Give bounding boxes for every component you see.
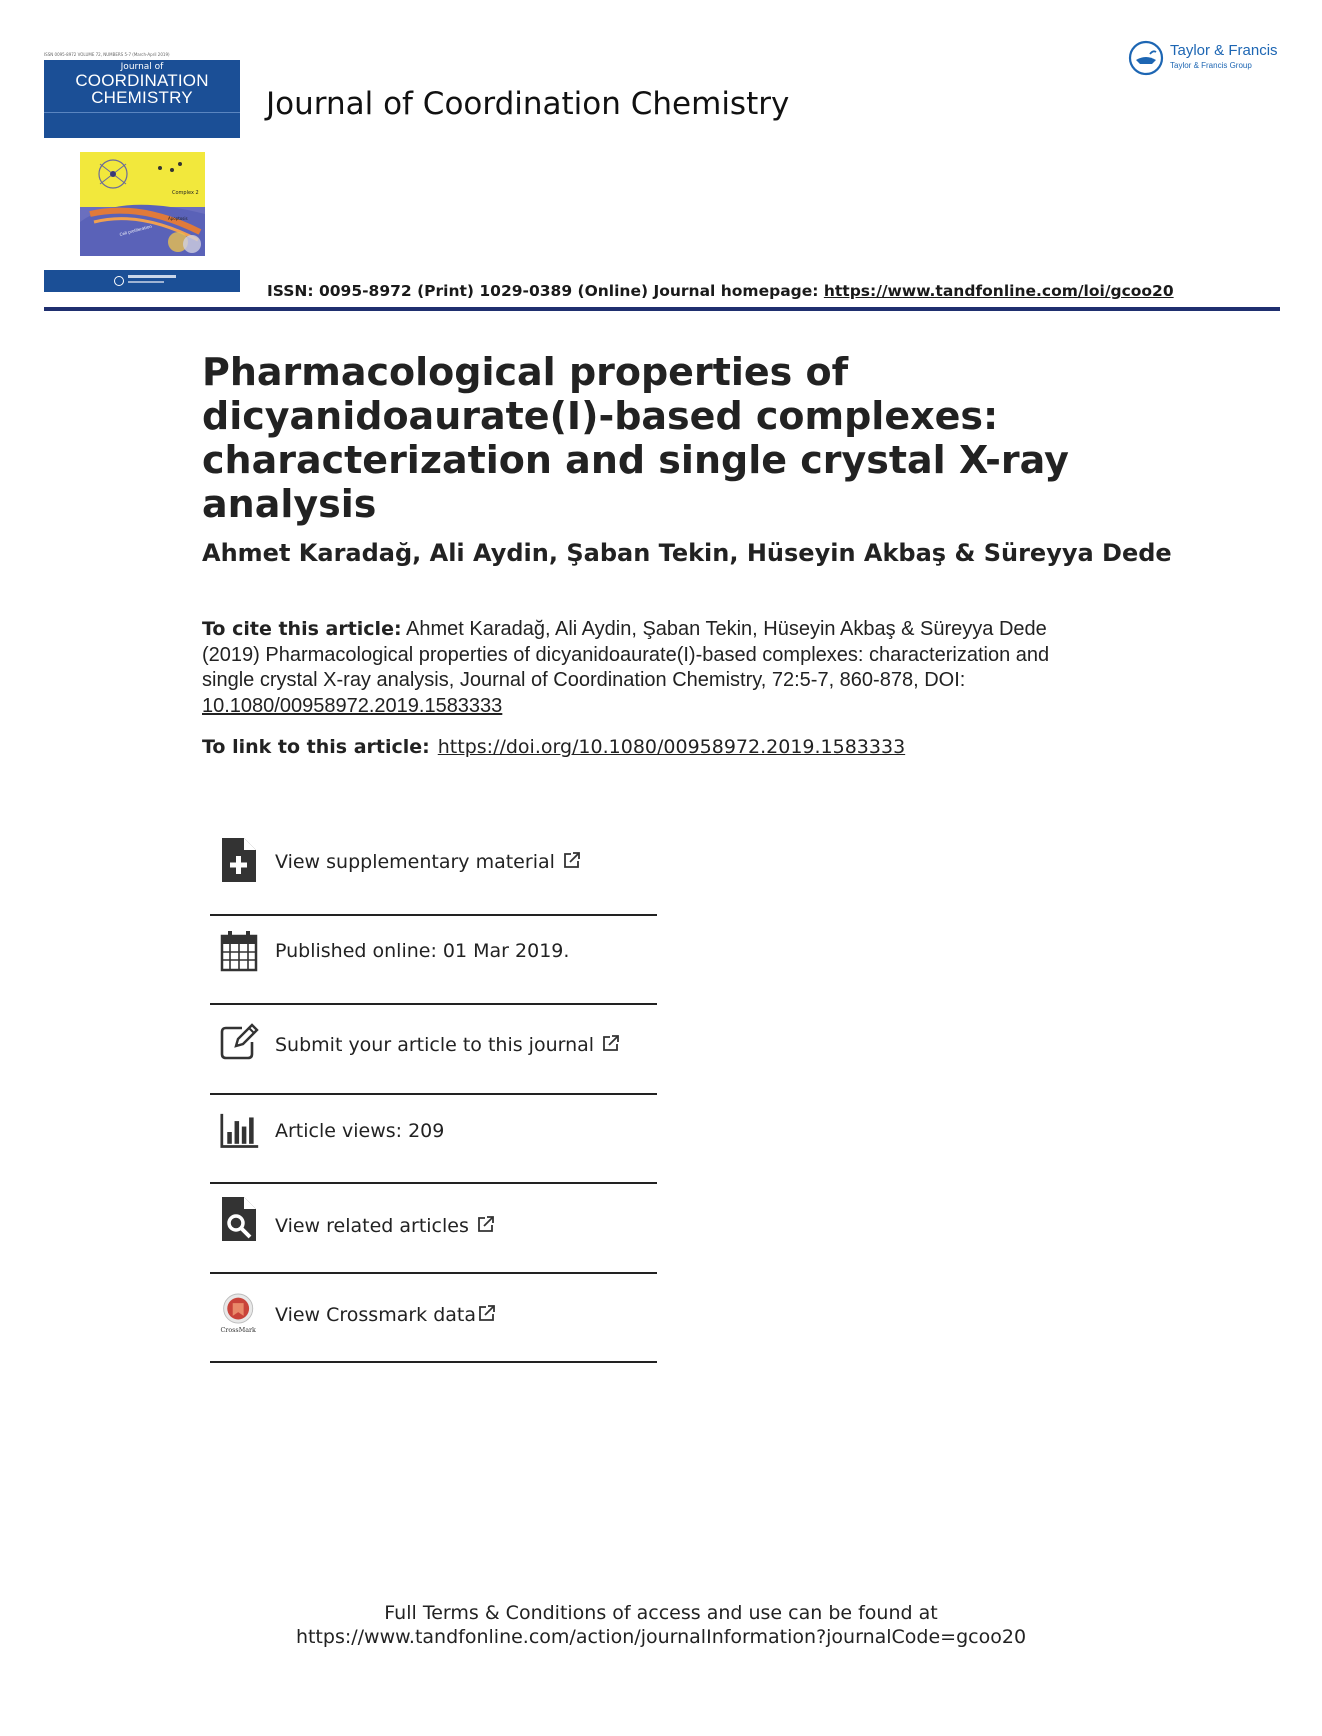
item-divider <box>210 1272 657 1274</box>
related-articles-label: View related articles <box>275 1215 469 1237</box>
external-link-icon <box>477 1215 495 1233</box>
published-online-label: Published online: 01 Mar 2019. <box>275 940 570 962</box>
link-label: To link to this article: <box>202 736 430 758</box>
crossmark-caption: CrossMark <box>220 1327 256 1335</box>
external-link-icon <box>602 1034 620 1052</box>
publisher-group: Taylor & Francis Group <box>1170 61 1252 70</box>
related-articles-link[interactable] <box>210 1197 657 1247</box>
cite-label: To cite this article: <box>202 618 402 640</box>
journal-title: Journal of Coordination Chemistry <box>266 86 790 122</box>
crossmark-link[interactable] <box>210 1292 657 1342</box>
cover-editor-band <box>44 112 240 138</box>
bar-chart-icon <box>220 1110 260 1154</box>
cover-art-label-cell: Cell proliferation <box>118 223 153 237</box>
header-divider <box>44 307 1280 311</box>
crossmark-icon <box>220 1292 260 1336</box>
crossmark-label: View Crossmark data <box>275 1304 477 1326</box>
published-online <box>210 930 657 980</box>
article-doi-link[interactable]: https://doi.org/10.1080/00958972.2019.1583333 <box>437 736 906 758</box>
article-views <box>210 1110 657 1160</box>
edit-icon <box>220 1020 260 1064</box>
cite-doi-link[interactable]: 10.1080/00958972.2019.1583333 <box>202 694 503 717</box>
issn-line <box>267 282 1174 300</box>
footer <box>0 1601 1322 1649</box>
cover-title-band <box>44 60 240 112</box>
calendar-icon <box>220 930 260 974</box>
article-title: Pharmacological properties of dicyanidoaurate(I)-based complexes: characterization and single crystal X-ray analysis <box>202 350 1069 526</box>
item-divider <box>210 1361 657 1363</box>
cover-art-label-complex: Complex 2 <box>172 190 199 196</box>
cover-art-label-apoptosis: Apoptosis <box>168 216 188 221</box>
cover-journal-of: Journal of <box>120 62 164 72</box>
submit-article-link[interactable] <box>210 1020 657 1070</box>
article-views-label: Article views: 209 <box>275 1120 445 1142</box>
cover-top-text: ISSN 0095-8972 VOLUME 72, NUMBERS 5-7 (March-April 2019) <box>44 52 170 57</box>
journal-homepage-link[interactable]: https://www.tandfonline.com/loi/gcoo20 <box>823 282 1174 300</box>
submit-article-label: Submit your article to this journal <box>275 1034 595 1056</box>
cover-artwork <box>80 152 205 256</box>
file-plus-icon <box>220 838 260 882</box>
article-link-line <box>202 736 905 758</box>
item-divider <box>210 1093 657 1095</box>
external-link-icon <box>478 1304 496 1322</box>
item-divider <box>210 1003 657 1005</box>
journal-cover <box>44 52 240 292</box>
cover-name-line2: CHEMISTRY <box>91 88 193 107</box>
footer-terms-text: Full Terms & Conditions of access and use can be found at <box>384 1602 938 1624</box>
cite-text: Ahmet Karadağ, Ali Aydin, Şaban Tekin, Hüseyin Akbaş & Süreyya Dede (2019) Pharmacological properties of dicyanidoaurate(I)-based complexes: characterization and single crystal X-ray analysis, Journal of Coordination Chemistry, 72:5-7, 860-878, DOI: <box>202 618 1050 691</box>
external-link-icon <box>563 851 581 869</box>
citation-block <box>202 617 1102 719</box>
supplementary-material-link[interactable] <box>210 838 657 898</box>
article-authors: Ahmet Karadağ, Ali Aydin, Şaban Tekin, Hüseyin Akbaş & Süreyya Dede <box>202 539 1172 567</box>
cover-name-line1: COORDINATION <box>75 71 209 90</box>
supplementary-material-label: View supplementary material <box>275 851 555 873</box>
publisher-name: Taylor & Francis <box>1170 42 1278 59</box>
publisher-lamp-icon <box>1128 40 1164 76</box>
issn-text: ISSN: 0095-8972 (Print) 1029-0389 (Online) Journal homepage: <box>267 282 824 300</box>
item-divider <box>210 1182 657 1184</box>
item-divider <box>210 914 657 916</box>
search-file-icon <box>220 1197 260 1241</box>
footer-terms-link[interactable]: https://www.tandfonline.com/action/journalInformation?journalCode=gcoo20 <box>295 1626 1027 1648</box>
publisher-logo[interactable] <box>1128 38 1288 80</box>
cover-publisher-band <box>44 270 240 292</box>
